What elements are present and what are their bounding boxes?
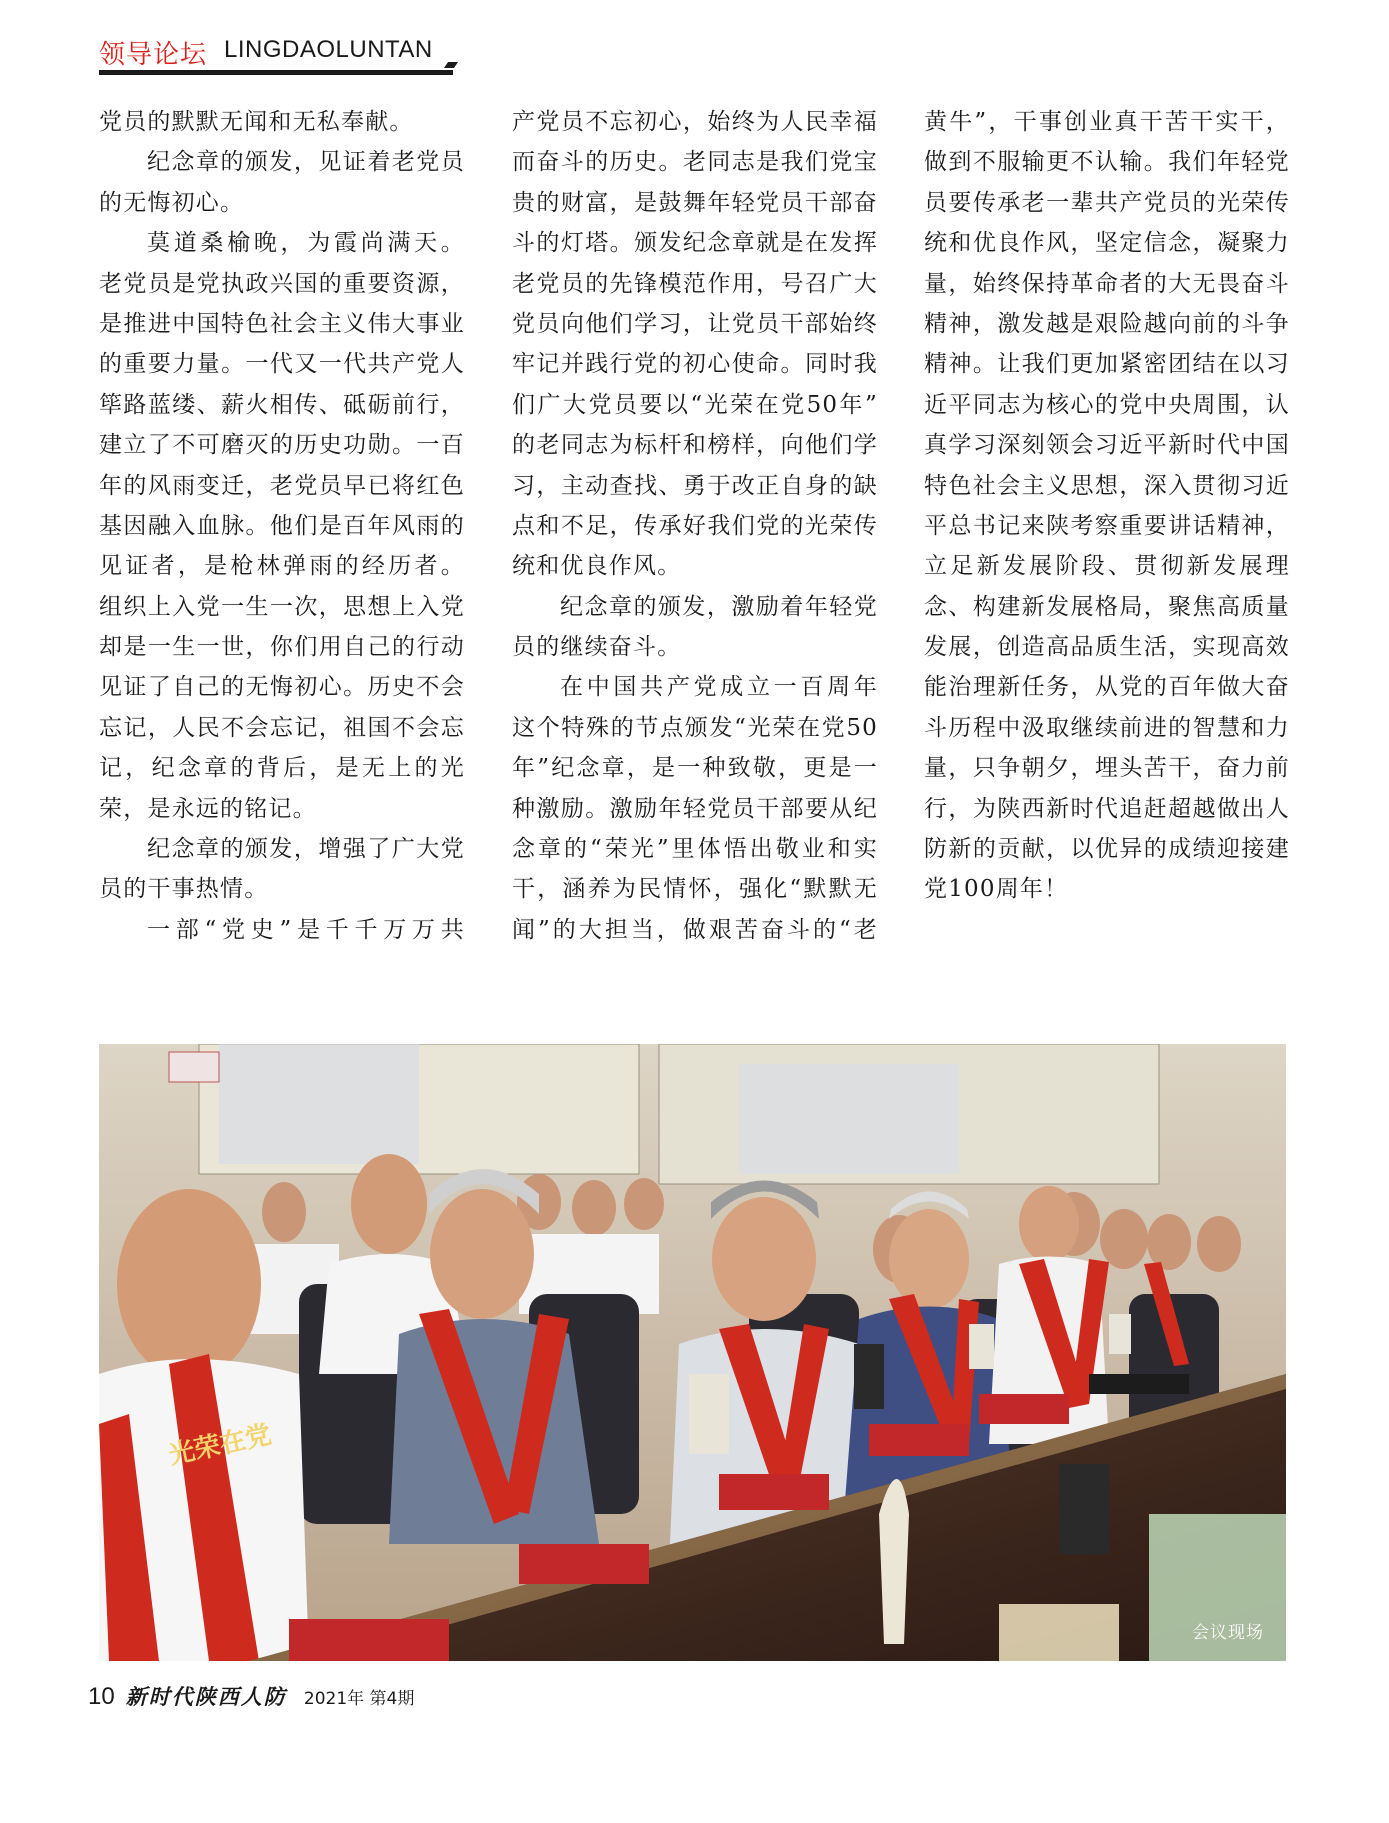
paragraph-line: 真学习深刻领会习近平新时代中国	[924, 432, 1290, 459]
paragraph-line: 而奋斗的历史。老同志是我们党宝	[512, 149, 878, 176]
paragraph-line: 斗历程中汲取继续前进的智慧和力	[924, 714, 1290, 741]
paragraph-line: 见证者，是枪林弹雨的经历者。	[99, 553, 465, 580]
paragraph-line: 干，涵养为民情怀，强化“默默无	[512, 876, 878, 903]
paragraph-line: 却是一生一世，你们用自己的行动	[99, 634, 465, 661]
paragraph-line: 忘记，人民不会忘记，祖国不会忘	[99, 714, 465, 741]
paragraph-line: 的老同志为标杆和榜样，向他们学	[512, 432, 878, 459]
paragraph-line: 平总书记来陕考察重要讲话精神，	[924, 512, 1290, 539]
paragraph-line: 行，为陕西新时代追赶超越做出人	[924, 795, 1290, 822]
paragraph-line: 见证了自己的无悔初心。历史不会	[99, 674, 465, 701]
paragraph-line: 精神。让我们更加紧密团结在以习	[924, 351, 1290, 378]
paragraph-line: 的无悔初心。	[99, 189, 245, 216]
issue-info: 2021年 第4期	[303, 1689, 415, 1709]
paragraph-line: 量，始终保持革命者的大无畏奋斗	[924, 270, 1290, 297]
paragraph-line: 员的干事热情。	[99, 876, 269, 903]
paragraph-line: 建立了不可磨灭的历史功勋。一百	[99, 432, 465, 459]
paragraph-line: 员的继续奋斗。	[512, 634, 682, 661]
paragraph-line: 基因融入血脉。他们是百年风雨的	[99, 512, 465, 539]
paragraph-line: 党100周年！	[924, 876, 1069, 903]
paragraph-line: 筚路蓝缕、薪火相传、砥砺前行，	[99, 391, 465, 418]
meeting-photo	[99, 1044, 1286, 1661]
page-footer	[88, 1681, 414, 1717]
paragraph-line: 老党员是党执政兴国的重要资源，	[99, 270, 465, 297]
paragraph-line: 防新的贡献，以优异的成绩迎接建	[924, 836, 1290, 863]
section-title-cn: 领导论坛	[99, 40, 208, 70]
paragraph-line: 黄牛”，干事创业真干苦干实干，	[924, 109, 1290, 135]
paragraph-line: 在中国共产党成立一百周年	[560, 674, 878, 701]
paragraph-line: 产党员不忘初心，始终为人民幸福	[512, 109, 878, 135]
paragraph-line: 是推进中国特色社会主义伟大事业	[99, 310, 465, 337]
paragraph-line: 斗的灯塔。颁发纪念章就是在发挥	[512, 230, 878, 257]
paragraph-line: 的重要力量。一代又一代共产党人	[99, 351, 465, 378]
paragraph-line: 种激励。激励年轻党员干部要从纪	[512, 795, 878, 822]
paragraph-line: 记，纪念章的背后，是无上的光	[99, 755, 465, 782]
paragraph-line: 荣，是永远的铭记。	[99, 795, 317, 822]
paragraph-line: 员要传承老一辈共产党员的光荣传	[924, 189, 1290, 216]
paragraph-line: 一部“党史”是千千万万共	[147, 916, 465, 943]
magazine-title: 新时代陕西人防	[125, 1684, 287, 1709]
paragraph-line: 近平同志为核心的党中央周围，认	[924, 391, 1290, 418]
paragraph-line: 立足新发展阶段、贯彻新发展理	[924, 553, 1290, 580]
paragraph-line: 年的风雨变迁，老党员早已将红色	[99, 472, 465, 499]
page-number: 10	[88, 1683, 115, 1710]
paragraph-line: 精神，激发越是艰险越向前的斗争	[924, 310, 1290, 337]
paragraph-line: 念章的“荣光”里体悟出敬业和实	[512, 836, 878, 863]
paragraph-line: 老党员的先锋模范作用，号召广大	[512, 270, 878, 297]
section-title-en: LINGDAOLUNTAN	[224, 36, 433, 63]
paragraph-line: 这个特殊的节点颁发“光荣在党50	[512, 714, 878, 741]
text-column-2	[512, 102, 878, 950]
paragraph-line: 习，主动查找、勇于改正自身的缺	[512, 472, 878, 499]
paragraph-line: 贵的财富，是鼓舞年轻党员干部奋	[512, 189, 878, 216]
paragraph-line: 们广大党员要以“光荣在党50年”	[512, 391, 878, 418]
text-column-3	[924, 102, 1290, 910]
header-rule	[99, 70, 453, 75]
paragraph-line: 统和优良作风。	[512, 553, 682, 580]
paragraph-line: 党员的默默无闻和无私奉献。	[99, 109, 414, 135]
paragraph-line: 能治理新任务，从党的百年做大奋	[924, 674, 1290, 701]
paragraph-line: 纪念章的颁发，增强了广大党	[147, 836, 465, 863]
text-column-1	[99, 102, 465, 950]
paragraph-line: 纪念章的颁发，激励着年轻党	[560, 593, 878, 620]
paragraph-line: 量，只争朝夕，埋头苦干，奋力前	[924, 755, 1290, 782]
paragraph-line: 发展，创造高品质生活，实现高效	[924, 634, 1290, 661]
paragraph-line: 点和不足，传承好我们党的光荣传	[512, 512, 878, 539]
paragraph-line: 组织上入党一生一次，思想上入党	[99, 593, 465, 620]
paragraph-line: 念、构建新发展格局，聚焦高质量	[924, 593, 1290, 620]
sash-text-1: 光荣在党	[166, 1419, 275, 1471]
paragraph-line: 党员向他们学习，让党员干部始终	[512, 310, 878, 337]
paragraph-line: 年”纪念章，是一种致敬，更是一	[512, 755, 878, 782]
paragraph-line: 纪念章的颁发，见证着老党员	[147, 149, 465, 176]
meeting-photo-illustration	[99, 1044, 1286, 1661]
paragraph-line: 统和优良作风，坚定信念，凝聚力	[924, 230, 1290, 257]
paragraph-line: 特色社会主义思想，深入贯彻习近	[924, 472, 1290, 499]
paragraph-line: 做到不服输更不认输。我们年轻党	[924, 149, 1290, 176]
paragraph-line: 莫道桑榆晚，为霞尚满天。	[147, 230, 465, 257]
header-rule-tick	[444, 62, 458, 68]
photo-caption: 会议现场	[1192, 1623, 1264, 1643]
paragraph-line: 闻”的大担当，做艰苦奋斗的“老	[512, 916, 878, 943]
paragraph-line: 牢记并践行党的初心使命。同时我	[512, 351, 878, 378]
